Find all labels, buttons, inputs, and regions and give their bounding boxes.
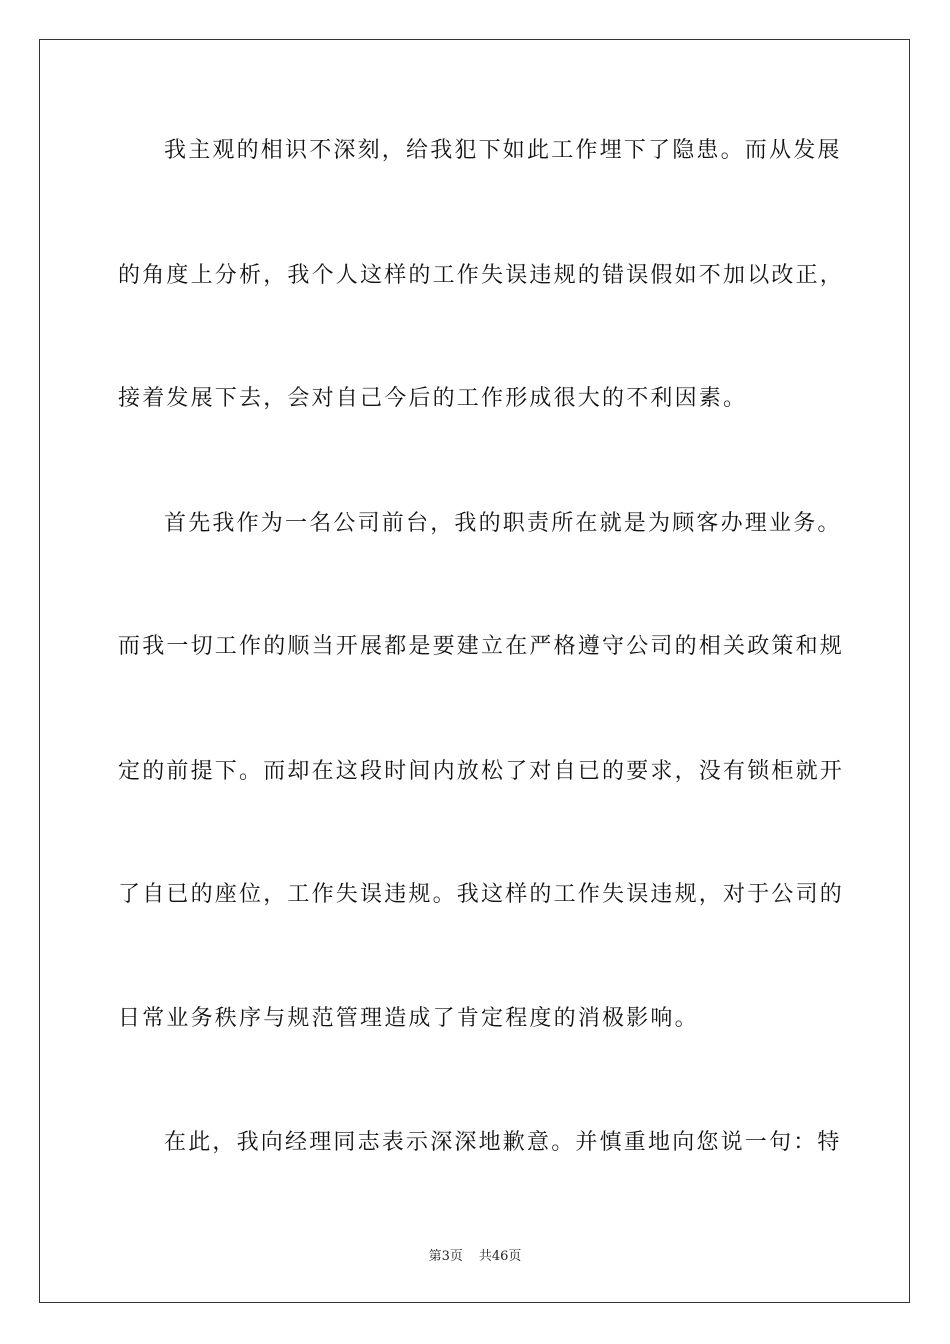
paragraph-line-8: 日常业务秩序与规范管理造成了肯定程度的消极影响。 (118, 1006, 699, 1031)
paragraph-line-3: 接着发展下去，会对自己今后的工作形成很大的不利因素。 (118, 386, 748, 411)
page-total: 共46页 (478, 1249, 522, 1264)
paragraph-line-2: 的角度上分析，我个人这样的工作失误违规的错误假如不加以改正， (118, 263, 845, 288)
paragraph-line-4: 首先我作为一名公司前台，我的职责所在就是为顾客办理业务。 (164, 511, 842, 536)
paragraph-line-7: 了自已的座位，工作失误违规。我这样的工作失误违规，对于公司的 (118, 882, 845, 907)
page-border (39, 39, 910, 1303)
paragraph-line-9: 在此，我向经理同志表示深深地歉意。并慎重地向您说一句：特 (164, 1130, 842, 1155)
page-number: 第3页 (428, 1249, 463, 1264)
page-footer (0, 1248, 950, 1266)
paragraph-line-5: 而我一切工作的顺当开展都是要建立在严格遵守公司的相关政策和规 (118, 634, 845, 659)
paragraph-line-1: 我主观的相识不深刻，给我犯下如此工作埋下了隐患。而从发展 (164, 138, 842, 163)
paragraph-line-6: 定的前提下。而却在这段时间内放松了对自已的要求，没有锁柜就开 (118, 759, 845, 784)
